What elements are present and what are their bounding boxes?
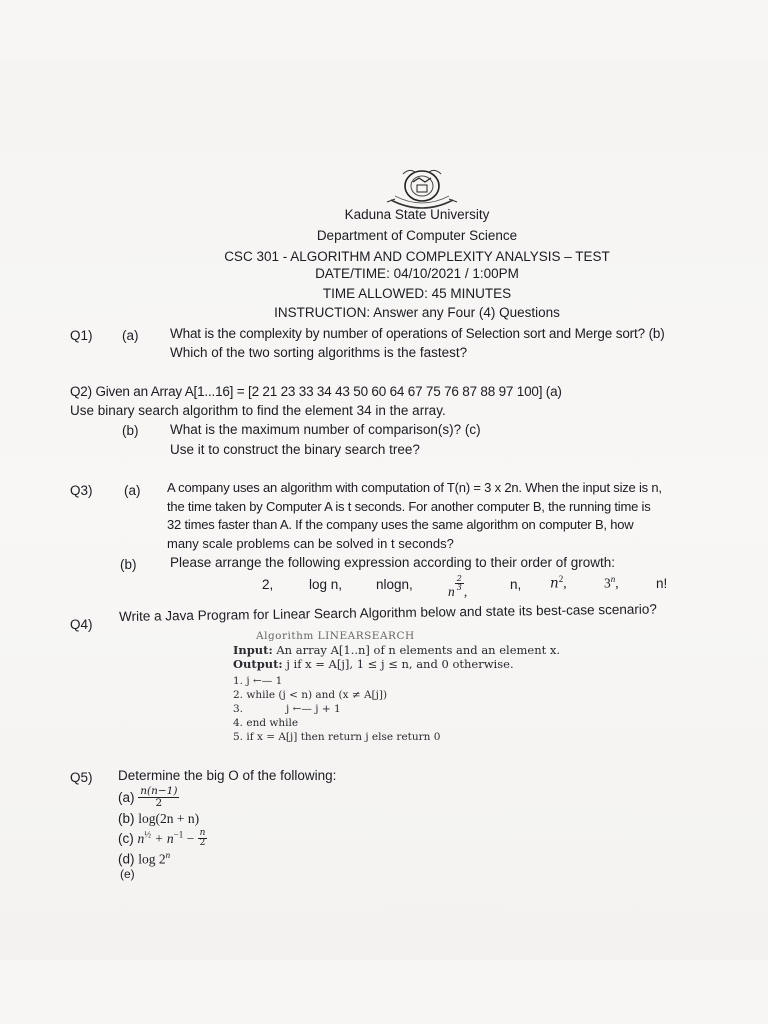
algo-line1: 1. j ←— 1: [233, 675, 283, 687]
algo-line5: 5. if x = A[j] then return j else return 0: [233, 731, 441, 743]
growth-term-logn: log n,: [309, 577, 343, 592]
q2-line3: What is the maximum number of comparison(s)? (c): [170, 422, 481, 437]
department-name: Department of Computer Science: [316, 228, 518, 243]
algo-output: Output: j if x = A[j], 1 ≤ j ≤ n, and 0 otherwise.: [233, 657, 514, 671]
algo-input: Input: An array A[1..n] of n elements and an element x.: [233, 643, 561, 657]
q3-part-a: (a): [124, 483, 141, 498]
algo-title: Algorithm LINEARSEARCH: [256, 630, 415, 642]
q4-label: Q4): [70, 617, 93, 632]
growth-term-n-two-thirds: n $\frac{2}{3}$ ,: [448, 574, 468, 599]
growth-term-factorial: n!: [656, 576, 668, 591]
university-name: Kaduna State University: [344, 207, 490, 222]
algo-line4: 4. end while: [233, 717, 299, 729]
q5-item-d: (d) log 2$^n$: [118, 850, 171, 867]
growth-term-n: n,: [510, 577, 522, 592]
q5-label: Q5): [70, 770, 93, 785]
q1-part-a: (a): [122, 328, 139, 343]
q1-line1: What is the complexity by number of operations of Selection sort and Merge sort? (b): [170, 326, 665, 341]
q3-line1: A company uses an algorithm with computation of T(n) = 3 x 2n. When the input size is n,: [167, 480, 662, 495]
growth-term-3-pow-n: 3$^n$,: [604, 574, 619, 591]
q2-line2: Use binary search algorithm to find the element 34 in the array.: [70, 403, 446, 418]
time-allowed: TIME ALLOWED: 45 MINUTES: [322, 286, 512, 301]
q5-item-b: (b) log(2n + n): [118, 811, 200, 826]
q1-line2: Which of the two sorting algorithms is the fastest?: [170, 345, 468, 360]
course-title: CSC 301 - ALGORITHM AND COMPLEXITY ANALYSIS – TEST: [224, 249, 610, 264]
q5-text: Determine the big O of the following:: [118, 768, 337, 783]
algo-line2: 2. while (j < n) and (x ≠ A[j]): [233, 689, 388, 701]
growth-term-n-squared: $n^2$,: [550, 574, 567, 592]
q4-text: Write a Java Program for Linear Search Algorithm below and state its best-case scenario?: [119, 601, 657, 624]
university-crest-icon: [383, 166, 461, 212]
q5-item-a: (a) $\frac{n(n-1)}{2}$: [118, 785, 178, 809]
growth-term-constant: 2,: [262, 577, 274, 592]
algo-line3-num: 3.: [233, 703, 244, 715]
q5-item-e: (e): [120, 867, 135, 881]
q3-line4: many scale problems can be solved in t seconds?: [167, 536, 454, 551]
q3-line2: the time taken by Computer A is t seconds. For another computer B, the running time is: [167, 499, 651, 514]
q1-label: Q1): [70, 328, 93, 343]
q2-line1: Q2) Given an Array A[1...16] = [2 21 23 33 34 43 50 60 64 67 75 76 87 88 97 100] (a): [70, 384, 562, 399]
algo-line3: j ←— j + 1: [286, 703, 341, 715]
q3-line5: Please arrange the following expression according to their order of growth:: [170, 555, 615, 570]
q3-label: Q3): [70, 483, 93, 498]
exam-datetime: DATE/TIME: 04/10/2021 / 1:00PM: [315, 266, 519, 281]
q2-part-b: (b): [122, 423, 139, 438]
q2-line4: Use it to construct the binary search tree?: [170, 442, 420, 457]
q3-line3: 32 times faster than A. If the company uses the same algorithm on computer B, how: [167, 517, 634, 532]
growth-term-nlogn: nlogn,: [376, 577, 413, 592]
q3-part-b: (b): [120, 557, 137, 572]
q5-item-c: (c) $n^{\frac{1}{2}} + n^{-1}$ − $\frac{n}{2}$: [118, 828, 206, 848]
instruction: INSTRUCTION: Answer any Four (4) Questions: [274, 305, 560, 320]
